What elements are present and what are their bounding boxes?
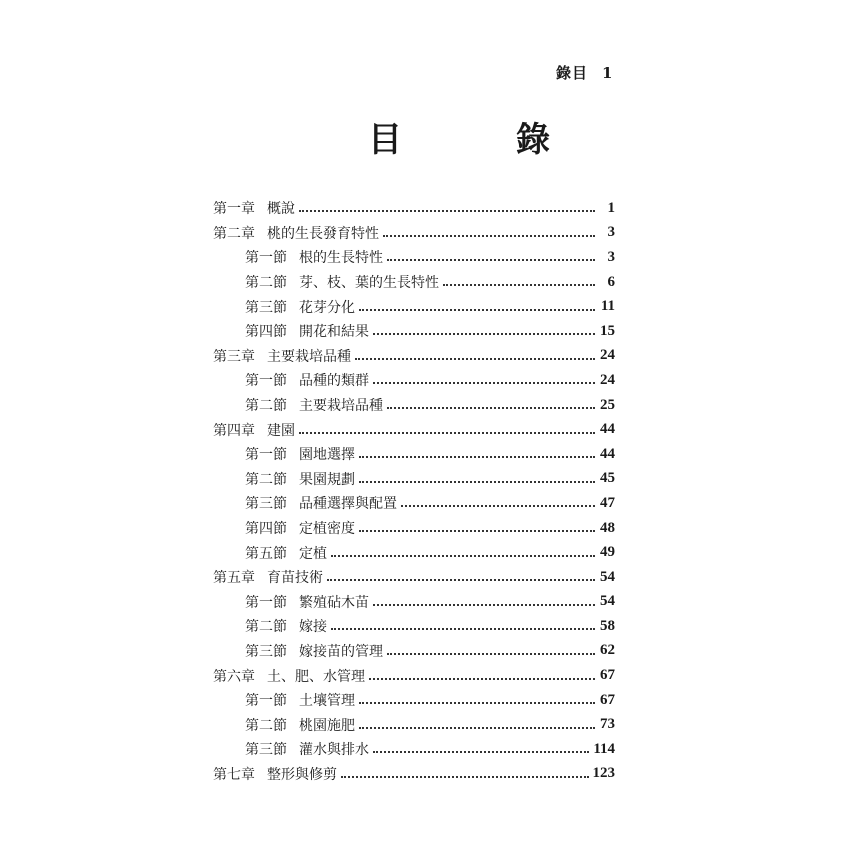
entry-title: 嫁接 (299, 619, 327, 636)
dot-leader (373, 333, 595, 335)
entry-label: 第二節 (245, 619, 287, 636)
dot-leader (355, 358, 595, 360)
entry-label: 第三節 (245, 299, 287, 316)
dot-leader (341, 776, 589, 778)
entry-title: 建園 (267, 422, 295, 439)
toc-section-entry (213, 467, 615, 492)
entry-title: 開花和結果 (299, 324, 369, 341)
entry-label: 第二節 (245, 275, 287, 292)
entry-page-number: 44 (600, 421, 615, 438)
entry-title: 土、肥、水管理 (267, 668, 365, 685)
dot-leader (369, 678, 595, 680)
dot-leader (299, 210, 595, 212)
entry-label: 第一節 (245, 594, 287, 611)
entry-page-number: 67 (600, 667, 615, 684)
dot-leader (387, 407, 595, 409)
entry-page-number: 123 (592, 765, 615, 782)
entry-page-number: 11 (600, 298, 615, 315)
toc-section-entry (213, 491, 615, 516)
entry-title: 品種的類群 (299, 373, 369, 390)
entry-page-number: 67 (600, 691, 615, 708)
toc-section-entry (213, 294, 615, 319)
toc-section-entry (213, 590, 615, 615)
entry-page-number: 3 (607, 248, 615, 265)
dot-leader (359, 530, 595, 532)
entry-page-number: 58 (600, 617, 615, 634)
dot-leader (373, 751, 589, 753)
entry-title: 桃的生長發育特性 (267, 225, 379, 242)
entry-label: 第六章 (213, 668, 255, 685)
toc-section-entry (213, 270, 615, 295)
running-header (556, 62, 613, 83)
entry-title: 嫁接苗的管理 (299, 643, 383, 660)
toc-section-entry (213, 516, 615, 541)
entry-title: 定植 (299, 545, 327, 562)
toc-section-entry (213, 368, 615, 393)
dot-leader (443, 284, 595, 286)
entry-label: 第二節 (245, 398, 287, 415)
entry-title: 桃園施肥 (299, 717, 355, 734)
toc-section-entry (213, 319, 615, 344)
entry-title: 定植密度 (299, 521, 355, 538)
dot-leader (331, 555, 595, 557)
header-page-number: 1 (602, 64, 614, 82)
entry-page-number: 45 (600, 470, 615, 487)
entry-title: 灌水與排水 (299, 742, 369, 759)
running-title: 錄目 (556, 64, 589, 82)
entry-title: 果園規劃 (299, 471, 355, 488)
toc-chapter-entry (213, 196, 615, 221)
entry-label: 第四章 (213, 422, 255, 439)
entry-page-number: 48 (600, 519, 615, 536)
entry-page-number: 114 (593, 740, 615, 757)
entry-label: 第二節 (245, 717, 287, 734)
entry-title: 主要栽培品種 (299, 398, 383, 415)
toc-chapter-entry (213, 221, 615, 246)
dot-leader (401, 505, 595, 507)
entry-title: 繁殖砧木苗 (299, 594, 369, 611)
entry-page-number: 54 (600, 568, 615, 585)
entry-title: 育苗技術 (267, 570, 323, 587)
dot-leader (387, 653, 595, 655)
entry-label: 第四節 (245, 324, 287, 341)
entry-label: 第二章 (213, 225, 255, 242)
entry-label: 第五節 (245, 545, 287, 562)
toc-chapter-entry (213, 663, 615, 688)
entry-label: 第五章 (213, 570, 255, 587)
dot-leader (383, 235, 595, 237)
entry-page-number: 1 (607, 199, 615, 216)
toc-section-entry (213, 540, 615, 565)
toc-section-entry (213, 245, 615, 270)
entry-page-number: 44 (600, 445, 615, 462)
entry-title: 土壤管理 (299, 693, 355, 710)
entry-label: 第二節 (245, 471, 287, 488)
entry-page-number: 24 (600, 347, 615, 364)
toc-chapter-entry (213, 565, 615, 590)
toc-section-entry (213, 442, 615, 467)
entry-page-number: 3 (607, 224, 615, 241)
toc-section-entry (213, 712, 615, 737)
dot-leader (359, 481, 595, 483)
entry-title: 芽、枝、葉的生長特性 (299, 275, 439, 292)
entry-label: 第三節 (245, 742, 287, 759)
entry-page-number: 15 (600, 322, 615, 339)
entry-page-number: 73 (600, 716, 615, 733)
toc-section-entry (213, 688, 615, 713)
entry-page-number: 47 (600, 494, 615, 511)
toc-chapter-entry (213, 417, 615, 442)
entry-label: 第七章 (213, 766, 255, 783)
entry-page-number: 25 (600, 396, 615, 413)
entry-label: 第一節 (245, 373, 287, 390)
entry-page-number: 24 (600, 371, 615, 388)
toc-section-entry (213, 614, 615, 639)
entry-label: 第一節 (245, 250, 287, 267)
dot-leader (359, 727, 595, 729)
toc-section-entry (213, 737, 615, 762)
toc-chapter-entry (213, 344, 615, 369)
entry-label: 第三節 (245, 643, 287, 660)
entry-label: 第三章 (213, 348, 255, 365)
entry-label: 第一節 (245, 447, 287, 464)
entry-label: 第一章 (213, 201, 255, 218)
entry-title: 花芽分化 (299, 299, 355, 316)
entry-title: 品種選擇與配置 (299, 496, 397, 513)
dot-leader (299, 432, 595, 434)
dot-leader (359, 309, 595, 311)
dot-leader (331, 628, 595, 630)
entry-label: 第三節 (245, 496, 287, 513)
entry-page-number: 62 (600, 642, 615, 659)
page-title: 目 錄 (368, 120, 590, 160)
dot-leader (373, 604, 595, 606)
dot-leader (373, 382, 595, 384)
entry-title: 主要栽培品種 (267, 348, 351, 365)
entry-title: 根的生長特性 (299, 250, 383, 267)
entry-page-number: 54 (600, 593, 615, 610)
entry-title: 園地選擇 (299, 447, 355, 464)
entry-page-number: 6 (607, 273, 615, 290)
table-of-contents (213, 196, 615, 786)
toc-section-entry (213, 639, 615, 664)
entry-title: 整形與修剪 (267, 766, 337, 783)
dot-leader (359, 702, 595, 704)
entry-label: 第一節 (245, 693, 287, 710)
toc-section-entry (213, 393, 615, 418)
dot-leader (387, 259, 595, 261)
dot-leader (359, 456, 595, 458)
entry-label: 第四節 (245, 521, 287, 538)
entry-page-number: 49 (600, 544, 615, 561)
entry-title: 概說 (267, 201, 295, 218)
toc-chapter-entry (213, 762, 615, 787)
dot-leader (327, 579, 595, 581)
